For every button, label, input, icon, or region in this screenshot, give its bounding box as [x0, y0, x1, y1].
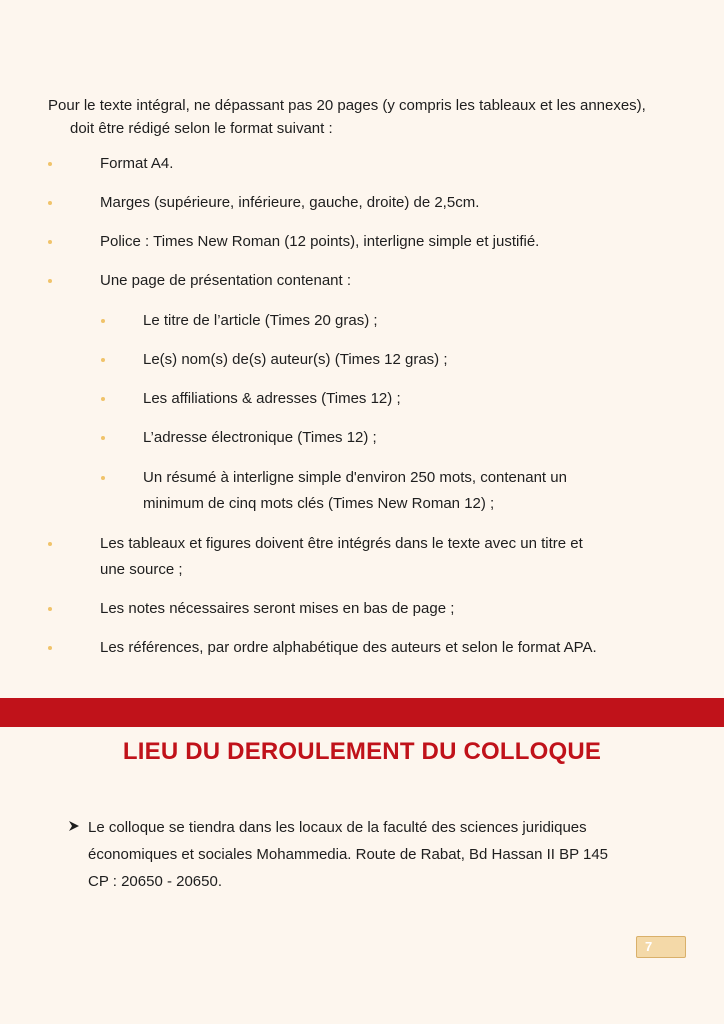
arrow-bullet-icon — [68, 820, 80, 832]
venue-line: économiques et sociales Mohammedia. Route de Rabat, Bd Hassan II BP 145 — [88, 846, 609, 863]
list-item-text: Les affiliations & adresses (Times 12) ; — [143, 390, 401, 407]
section-divider-band — [0, 698, 724, 727]
bullet-dot-icon — [101, 358, 105, 362]
bullet-dot-icon — [101, 319, 105, 323]
list-item-text: minimum de cinq mots clés (Times New Roman 12) ; — [143, 495, 495, 512]
bullet-dot-icon — [48, 542, 52, 546]
list-item-text: Le titre de l’article (Times 20 gras) ; — [143, 312, 378, 329]
bullet-dot-icon — [48, 201, 52, 205]
list-item-text: Police : Times New Roman (12 points), interligne simple et justifié. — [100, 233, 540, 250]
venue-text — [88, 814, 688, 895]
bullet-dot-icon — [48, 607, 52, 611]
bullet-dot-icon — [48, 646, 52, 650]
list-item-text: Format A4. — [100, 155, 174, 172]
bullet-dot-icon — [101, 436, 105, 440]
list-item-text: Une page de présentation contenant : — [100, 272, 352, 289]
intro-line-2: doit être rédigé selon le format suivant : — [70, 120, 333, 137]
bullet-dot-icon — [101, 476, 105, 480]
list-item-text: Les notes nécessaires seront mises en bas de page ; — [100, 600, 455, 617]
bullet-dot-icon — [48, 240, 52, 244]
list-item-text: Les tableaux et figures doivent être intégrés dans le texte avec un titre et — [100, 535, 583, 552]
list-item-text: L’adresse électronique (Times 12) ; — [143, 429, 377, 446]
page-number: 7 — [636, 936, 686, 958]
list-item-text: une source ; — [100, 561, 183, 578]
venue-line: Le colloque se tiendra dans les locaux de la faculté des sciences juridiques — [88, 819, 587, 836]
list-item-text: Les références, par ordre alphabétique des auteurs et selon le format APA. — [100, 639, 597, 656]
list-item-text: Marges (supérieure, inférieure, gauche, droite) de 2,5cm. — [100, 194, 480, 211]
venue-line: CP : 20650 - 20650. — [88, 873, 222, 890]
bullet-dot-icon — [101, 397, 105, 401]
section-title: LIEU DU DEROULEMENT DU COLLOQUE — [122, 738, 602, 765]
intro-paragraph — [48, 94, 708, 140]
list-item-text: Un résumé à interligne simple d'environ 250 mots, contenant un — [143, 469, 567, 486]
bullet-dot-icon — [48, 279, 52, 283]
bullet-dot-icon — [48, 162, 52, 166]
list-item-text: Le(s) nom(s) de(s) auteur(s) (Times 12 gras) ; — [143, 351, 448, 368]
intro-line-1: Pour le texte intégral, ne dépassant pas 20 pages (y compris les tableaux et les annexes), — [48, 97, 646, 114]
